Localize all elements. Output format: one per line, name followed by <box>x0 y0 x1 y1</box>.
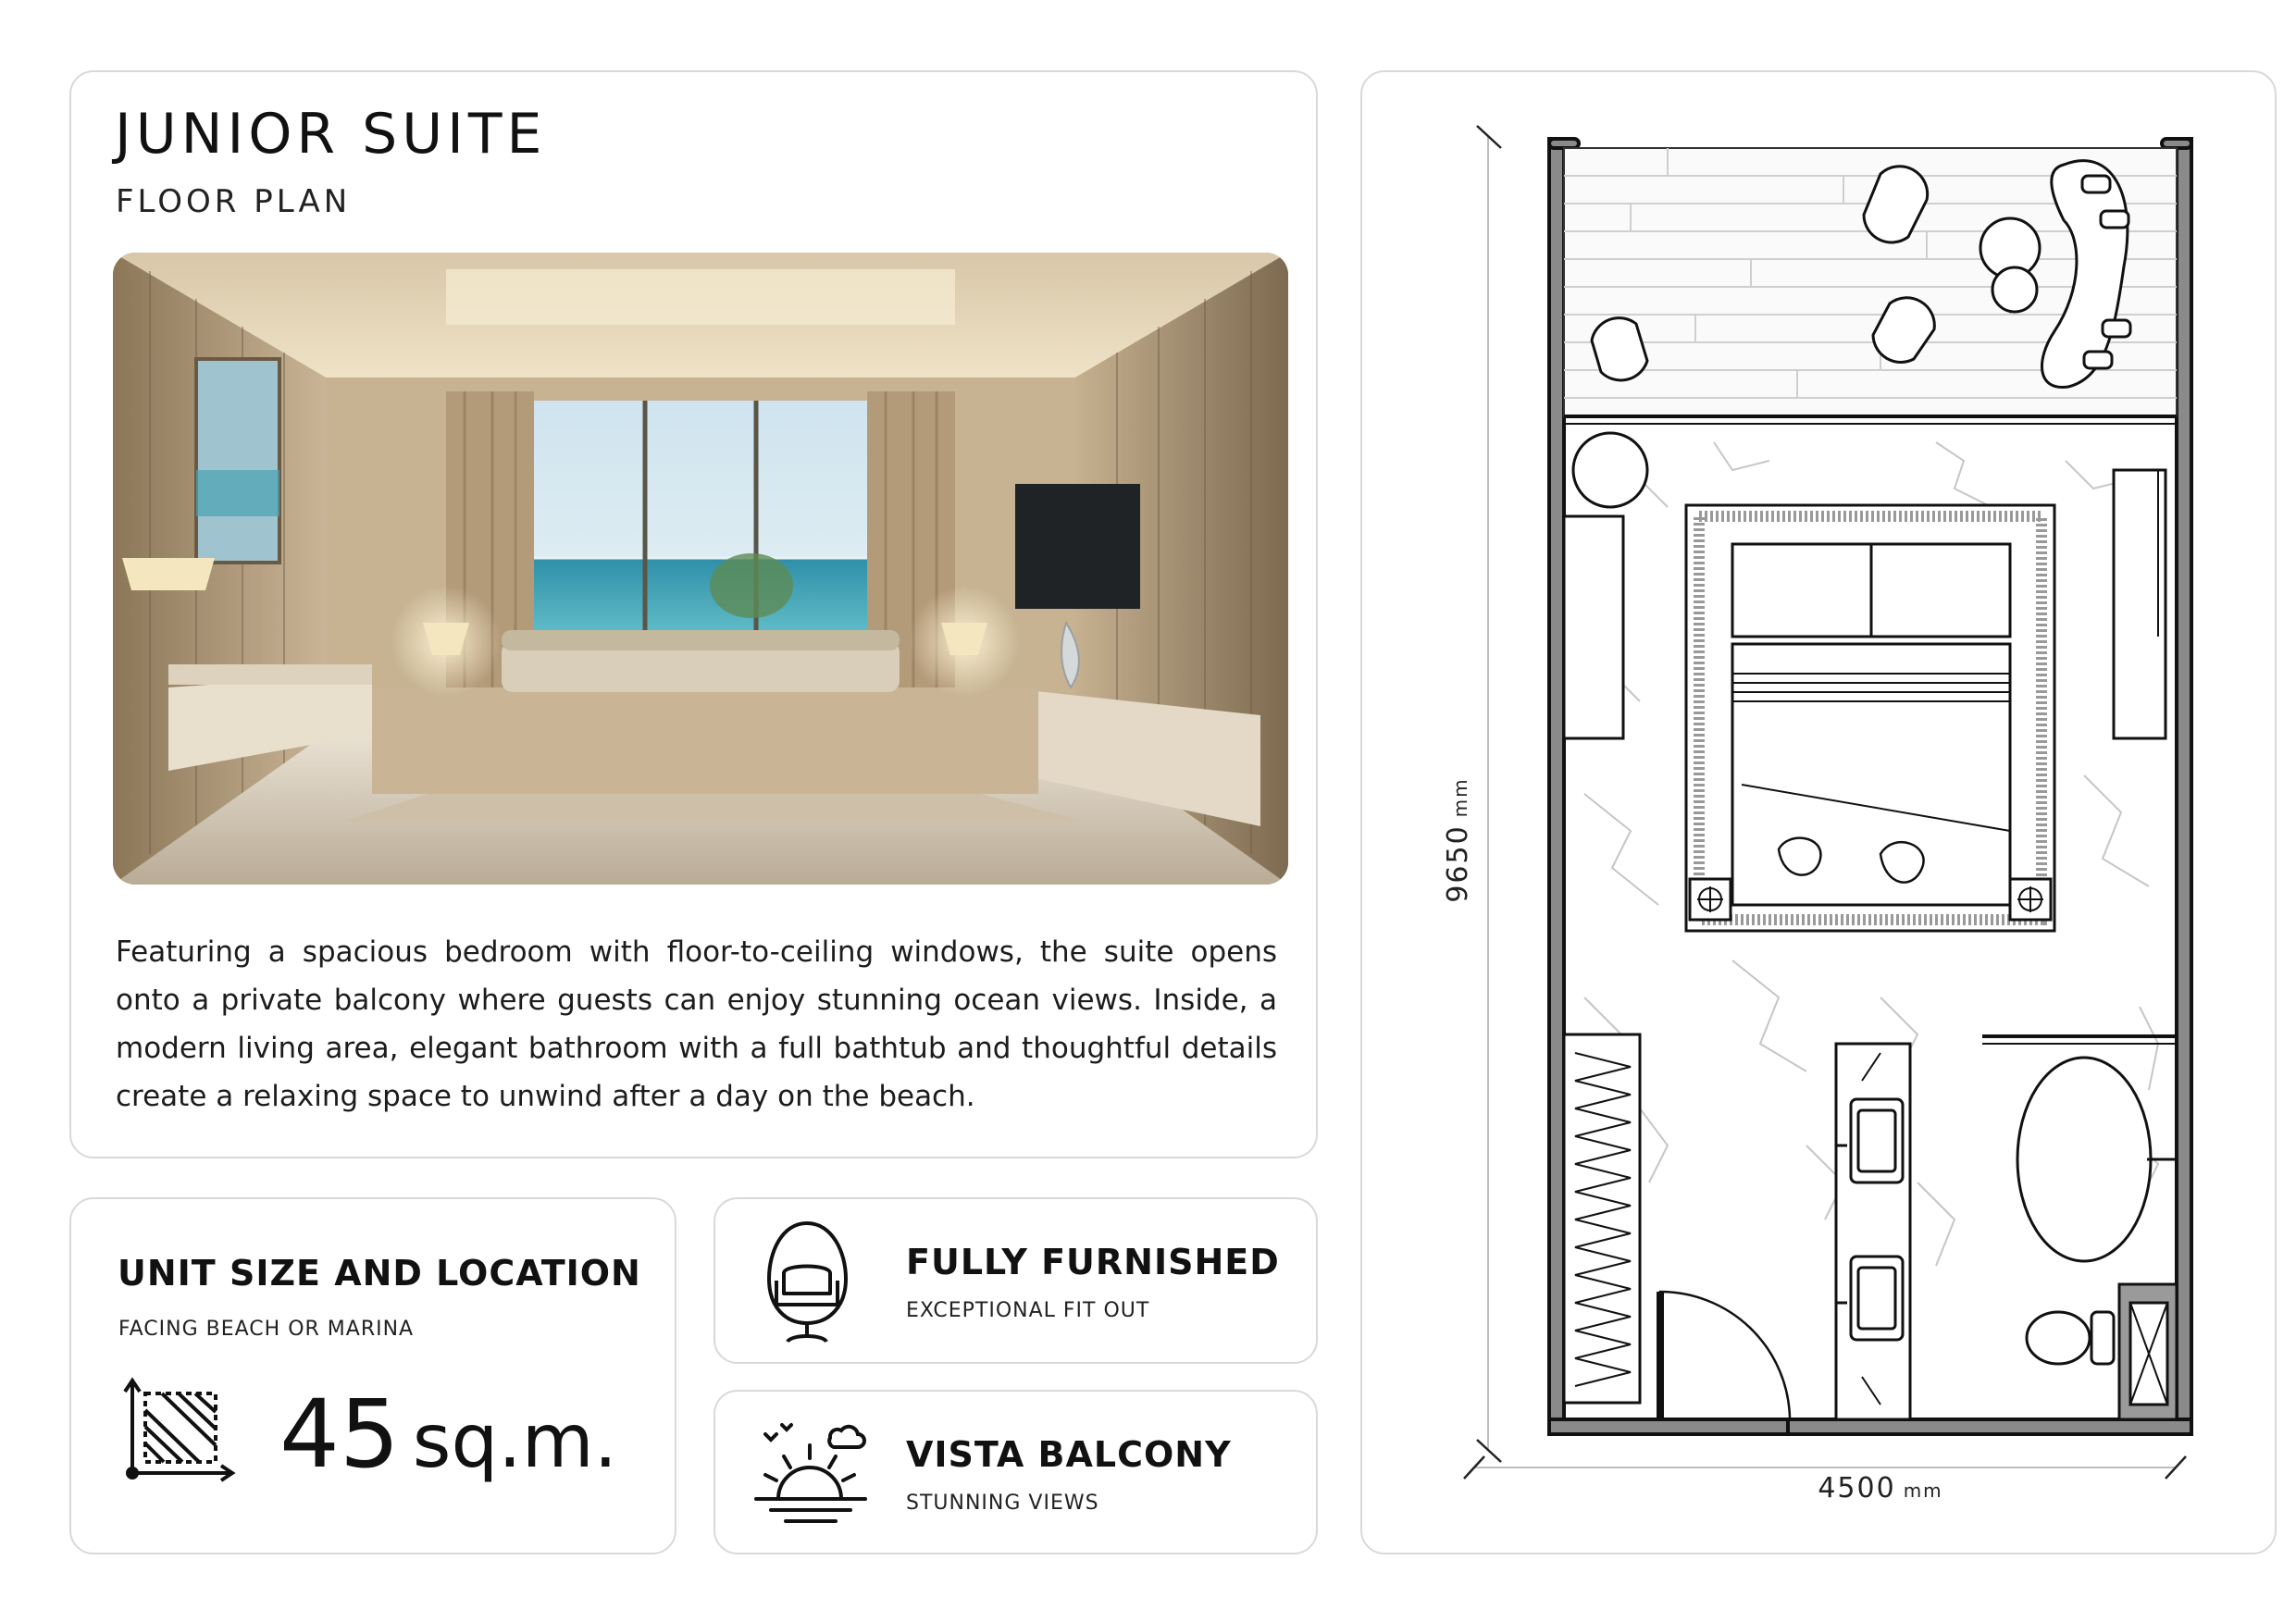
bed <box>1686 505 2054 931</box>
svg-text:4500mm: 4500 mm <box>1818 1472 1943 1504</box>
feature-sub-balcony: STUNNING VIEWS <box>906 1492 1099 1515</box>
feature-card-furnished <box>714 1197 1318 1364</box>
unit-size-heading: UNIT SIZE AND LOCATION <box>118 1253 641 1294</box>
feature-sub-furnished: EXCEPTIONAL FIT OUT <box>906 1299 1150 1322</box>
wardrobe <box>1564 1034 1640 1403</box>
bathroom-vanity <box>1836 1044 1910 1419</box>
unit-area-value <box>279 1380 617 1490</box>
suite-overview-card <box>69 70 1318 1158</box>
page-title: JUNIOR SUITE <box>115 102 547 167</box>
egg-chair-icon <box>763 1220 851 1349</box>
height-dimension-label <box>1442 777 1474 902</box>
bathtub <box>1982 1036 2177 1261</box>
feature-heading-furnished: FULLY FURNISHED <box>906 1242 1280 1282</box>
floor-plan-drawing <box>1362 72 2278 1556</box>
feature-card-balcony <box>714 1390 1318 1554</box>
entry-door <box>1657 1292 1790 1418</box>
width-dimension-label <box>1818 1472 1942 1504</box>
area-unit: sq.m. <box>412 1398 618 1484</box>
svg-text:9650mm: 9650mm <box>1442 777 1474 903</box>
sunset-icon <box>751 1418 871 1529</box>
suite-description: Featuring a spacious bedroom with floor-to-ceiling windows, the suite opens onto a private balcony where guests can enjoy stunning ocean views. Inside, a modern living area, elegant bathroom with a full bathtub and thoughtful details create a relaxing space to unwind after a day on the beach. <box>116 935 1277 1113</box>
area-number: 45 <box>279 1380 400 1490</box>
suite-interior-photo <box>113 253 1288 885</box>
unit-location-subheading: FACING BEACH OR MARINA <box>118 1318 415 1341</box>
toilet <box>2027 1284 2177 1419</box>
floor-plan-card <box>1360 70 2277 1554</box>
page-subtitle: FLOOR PLAN <box>116 183 352 220</box>
unit-size-card <box>69 1197 676 1554</box>
feature-heading-balcony: VISTA BALCONY <box>906 1434 1232 1475</box>
balcony-area <box>1564 148 2177 424</box>
area-measure-icon <box>119 1373 240 1489</box>
